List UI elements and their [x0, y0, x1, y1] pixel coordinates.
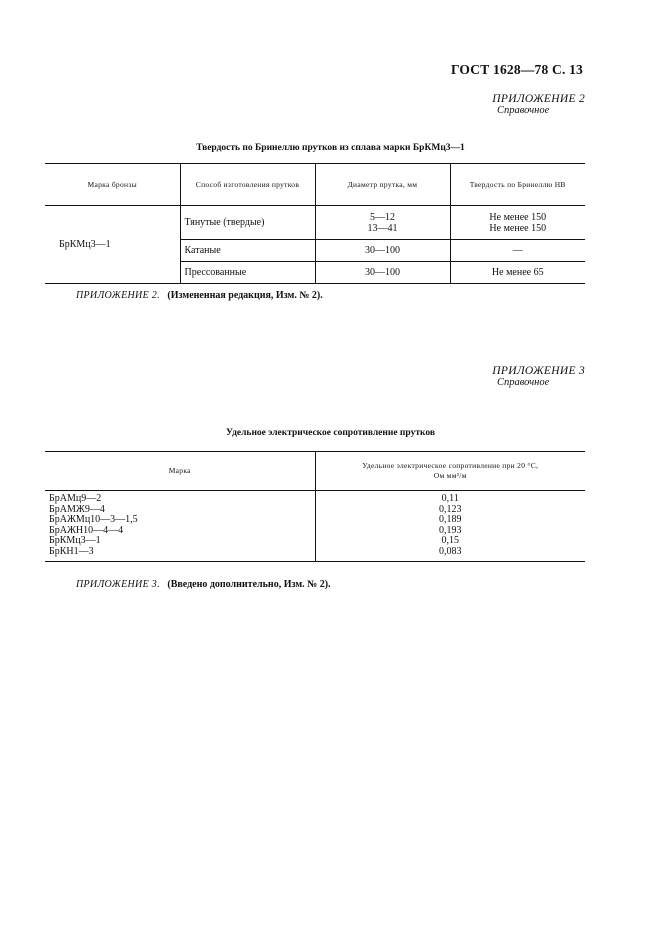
- diameter-cell: 30—100: [315, 240, 450, 262]
- hardness-table: [45, 163, 585, 284]
- resistivity-value: 0,189: [439, 514, 462, 525]
- header-method: Способ изготовления прутков: [180, 164, 315, 206]
- grade-item: БрАМЖ9—4: [49, 503, 105, 515]
- header-hardness: Твердость по Бринеллю НВ: [450, 164, 585, 206]
- page-header: ГОСТ 1628—78 С. 13: [450, 62, 583, 77]
- hardness-table-header: [45, 164, 585, 206]
- grade-item: БрКН1—3: [49, 545, 94, 557]
- value-list: [315, 491, 585, 562]
- note-label: ПРИЛОЖЕНИЕ 2.: [76, 290, 160, 301]
- header-alloy-grade: Марка бронзы: [45, 164, 180, 206]
- grade-item: БрАМц9—2: [49, 493, 102, 504]
- appendix-3-title: Удельное электрическое сопротивление прутков: [226, 428, 435, 438]
- method-cell: Тянутые (твердые): [180, 206, 315, 240]
- grade-item: БрКМц3—1: [49, 535, 101, 546]
- header-resistivity-line: Удельное электрическое сопротивление при 20 °С,: [362, 461, 539, 470]
- appendix-2-note: [76, 290, 323, 301]
- header-grade: Марка: [45, 452, 315, 491]
- note-text: (Введено дополнительно, Изм. № 2).: [167, 579, 331, 590]
- header-diameter: Диаметр прутка, мм: [315, 164, 450, 206]
- diameter-value: 13—41: [367, 222, 398, 234]
- hardness-cell: —: [450, 240, 585, 262]
- appendix-3-note: [76, 579, 331, 590]
- appendix-2-label: ПРИЛОЖЕНИЕ 2: [492, 93, 585, 105]
- alloy-cell: БрКМц3—1: [59, 239, 111, 250]
- diameter-value: 5—12: [370, 211, 395, 223]
- resistivity-value: 0,11: [441, 493, 459, 504]
- resistivity-value: 0,193: [439, 524, 462, 536]
- appendix-2-type: Справочное: [497, 105, 550, 116]
- hardness-value: Не менее 150: [489, 222, 547, 234]
- header-resistivity: [315, 452, 585, 491]
- method-cell: Катаные: [180, 240, 315, 262]
- hardness-cell: Не менее 65: [450, 262, 585, 284]
- appendix-3-label: ПРИЛОЖЕНИЕ 3: [492, 365, 585, 377]
- resistivity-table-header: [45, 452, 585, 491]
- table-body-row: [45, 491, 585, 562]
- appendix-3-type: Справочное: [497, 377, 550, 388]
- diameter-cell: [315, 206, 450, 240]
- method-cell: Прессованные: [180, 262, 315, 284]
- diameter-cell: 30—100: [315, 262, 450, 284]
- hardness-value: Не менее 150: [489, 211, 547, 223]
- resistivity-value: 0,083: [439, 545, 462, 557]
- resistivity-value: 0,15: [441, 535, 459, 546]
- grade-list: [45, 491, 315, 562]
- grade-item: БрАЖМц10—3—1,5: [49, 514, 138, 525]
- hardness-cell: [450, 206, 585, 240]
- appendix-2-title: Твердость по Бринеллю прутков из сплава марки БрКМц3—1: [196, 143, 465, 153]
- grade-item: БрАЖН10—4—4: [49, 524, 124, 536]
- resistivity-table: [45, 451, 585, 562]
- table-row: [45, 206, 585, 240]
- note-label: ПРИЛОЖЕНИЕ 3.: [76, 579, 160, 590]
- resistivity-value: 0,123: [439, 503, 462, 515]
- header-resistivity-unit: Ом мм²/м: [433, 471, 467, 480]
- note-text: (Измененная редакция, Изм. № 2).: [167, 290, 323, 301]
